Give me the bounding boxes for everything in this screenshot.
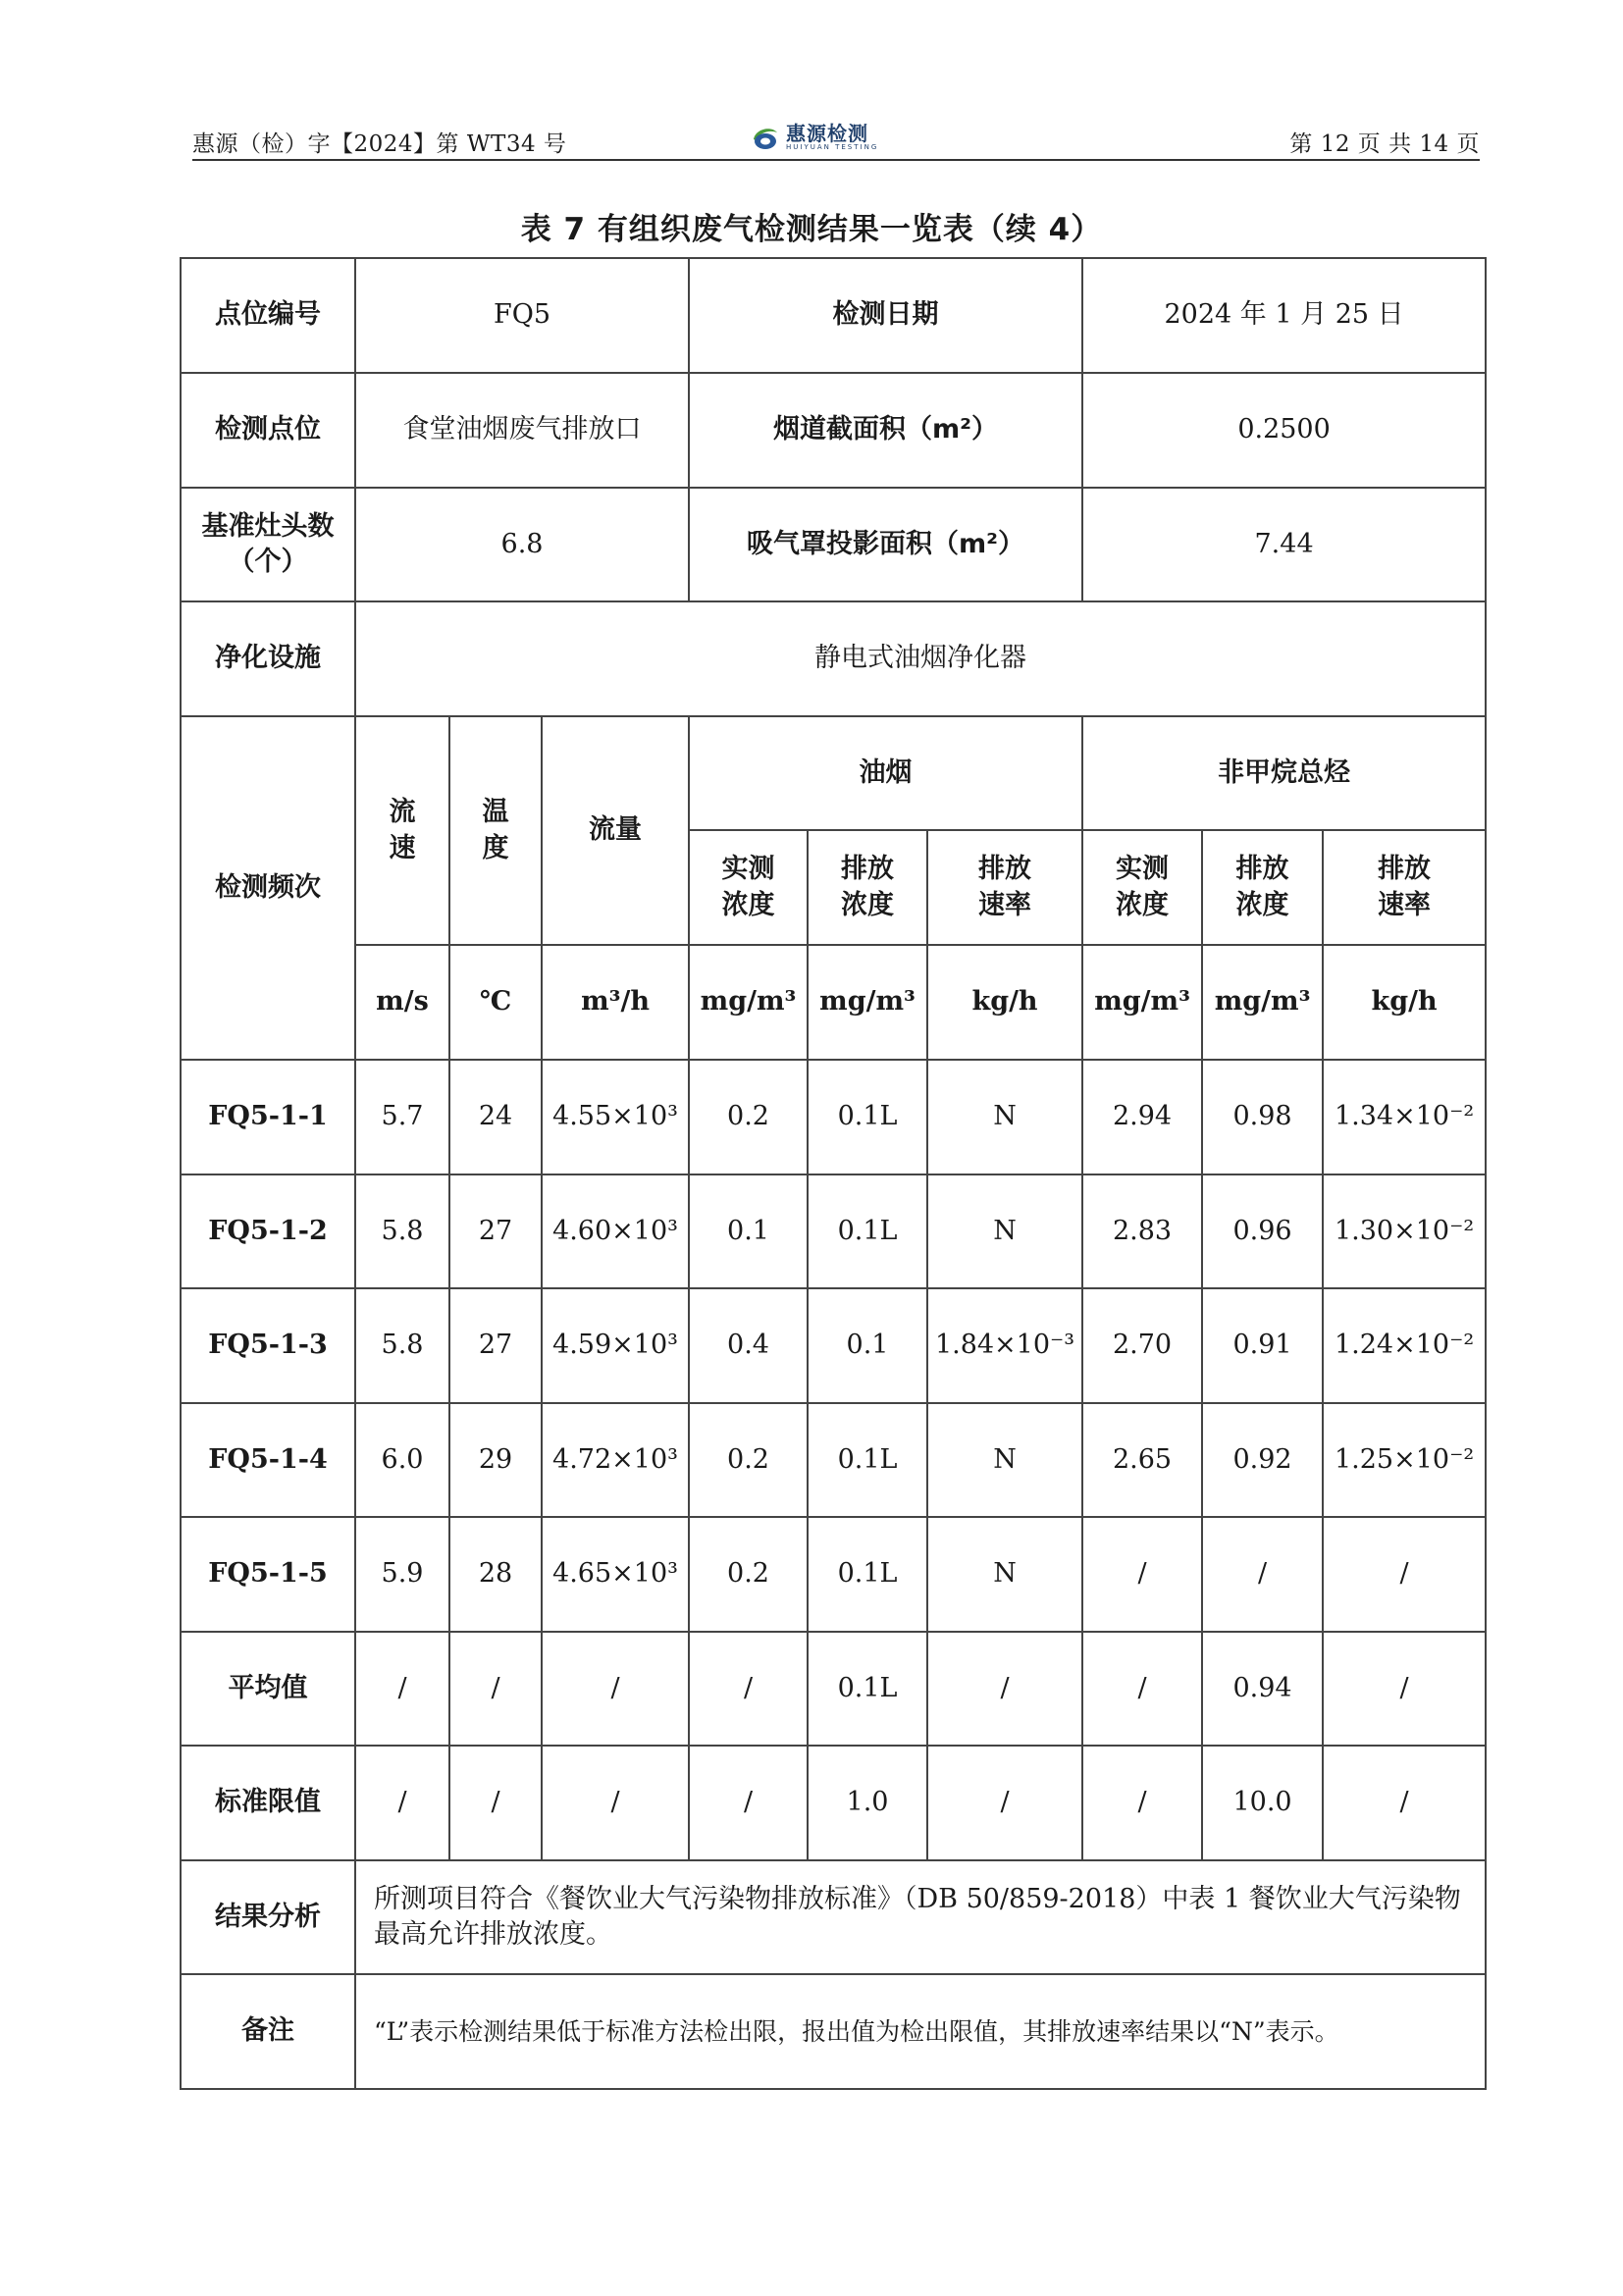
oil-measured-header: 实测浓度	[689, 830, 808, 945]
table-cell: 4.55×10³	[542, 1060, 689, 1174]
unit-cell: m/s	[355, 945, 449, 1060]
table-cell: 0.1L	[808, 1403, 927, 1517]
table-cell: 0.1	[808, 1288, 927, 1403]
table-cell: 4.59×10³	[542, 1288, 689, 1403]
table-row	[181, 1288, 1486, 1403]
table-cell: 6.0	[355, 1403, 449, 1517]
table-cell: 2.70	[1082, 1288, 1202, 1403]
info-row-4	[181, 601, 1486, 716]
table-cell: 0.96	[1202, 1174, 1323, 1288]
table-cell: /	[1202, 1517, 1323, 1632]
nmhc-emission-rate-header: 排放速率	[1323, 830, 1486, 945]
table-cell: 0.1L	[808, 1632, 927, 1746]
table-cell: 0.98	[1202, 1060, 1323, 1174]
table-cell: 27	[449, 1174, 542, 1288]
table-cell: N	[927, 1060, 1082, 1174]
unit-cell: m³/h	[542, 945, 689, 1060]
company-logo	[750, 124, 878, 151]
table-cell: 1.30×10⁻²	[1323, 1174, 1486, 1288]
table-cell: 0.2	[689, 1403, 808, 1517]
average-row	[181, 1632, 1486, 1746]
remark-text: “L”表示检测结果低于标准方法检出限，报出值为检出限值，其排放速率结果以“N”表示。	[355, 1974, 1486, 2089]
stove-value: 6.8	[355, 488, 689, 601]
flue-area-label: 烟道截面积（m²）	[689, 373, 1082, 488]
table-row	[181, 1174, 1486, 1288]
table-cell: /	[927, 1632, 1082, 1746]
limit-label: 标准限值	[181, 1746, 355, 1860]
table-cell: N	[927, 1174, 1082, 1288]
flue-area-value: 0.2500	[1082, 373, 1486, 488]
temp-header: 温度	[449, 716, 542, 945]
unit-cell: kg/h	[1323, 945, 1486, 1060]
oil-fume-group-header: 油烟	[689, 716, 1082, 830]
nmhc-measured-header: 实测浓度	[1082, 830, 1202, 945]
average-label: 平均值	[181, 1632, 355, 1746]
table-cell: 27	[449, 1288, 542, 1403]
table-cell: 0.94	[1202, 1632, 1323, 1746]
table-cell: /	[542, 1746, 689, 1860]
table-cell: 2.65	[1082, 1403, 1202, 1517]
row-id: FQ5-1-1	[181, 1060, 355, 1174]
table-cell: 0.1L	[808, 1060, 927, 1174]
unit-cell: mg/m³	[1082, 945, 1202, 1060]
unit-cell: mg/m³	[689, 945, 808, 1060]
purify-value: 静电式油烟净化器	[355, 601, 1486, 716]
info-row-3	[181, 488, 1486, 601]
limit-row	[181, 1746, 1486, 1860]
table-row	[181, 1403, 1486, 1517]
column-header-row-1	[181, 716, 1486, 830]
table-cell: /	[689, 1632, 808, 1746]
remark-row	[181, 1974, 1486, 2089]
table-cell: 0.91	[1202, 1288, 1323, 1403]
units-row	[181, 945, 1486, 1060]
table-cell: /	[542, 1632, 689, 1746]
table-cell: 1.84×10⁻³	[927, 1288, 1082, 1403]
analysis-row	[181, 1860, 1486, 1974]
point-no-value: FQ5	[355, 258, 689, 373]
table-cell: 0.2	[689, 1060, 808, 1174]
hood-label: 吸气罩投影面积（m²）	[689, 488, 1082, 601]
table-cell: /	[1323, 1517, 1486, 1632]
row-id: FQ5-1-5	[181, 1517, 355, 1632]
freq-header: 检测频次	[181, 716, 355, 1060]
table-cell: 4.60×10³	[542, 1174, 689, 1288]
table-cell: 0.92	[1202, 1403, 1323, 1517]
row-id: FQ5-1-4	[181, 1403, 355, 1517]
table-cell: 1.24×10⁻²	[1323, 1288, 1486, 1403]
results-table	[180, 257, 1487, 2090]
stove-label: 基准灶头数（个）	[181, 488, 355, 601]
table-cell: /	[449, 1746, 542, 1860]
velocity-header: 流速	[355, 716, 449, 945]
report-number: 惠源（检）字【2024】第 WT34 号	[192, 131, 567, 157]
logo-text: 惠源检测	[786, 122, 868, 145]
table-cell: /	[1323, 1632, 1486, 1746]
table-cell: 0.4	[689, 1288, 808, 1403]
page-header	[192, 122, 1480, 161]
location-value: 食堂油烟废气排放口	[355, 373, 689, 488]
table-cell: 2.94	[1082, 1060, 1202, 1174]
table-cell: N	[927, 1403, 1082, 1517]
table-cell: 5.9	[355, 1517, 449, 1632]
table-cell: N	[927, 1517, 1082, 1632]
table-cell: /	[355, 1746, 449, 1860]
table-cell: 4.65×10³	[542, 1517, 689, 1632]
table-cell: /	[355, 1632, 449, 1746]
remark-label: 备注	[181, 1974, 355, 2089]
table-cell: /	[927, 1746, 1082, 1860]
purify-label: 净化设施	[181, 601, 355, 716]
table-cell: 5.8	[355, 1288, 449, 1403]
table-cell: 28	[449, 1517, 542, 1632]
point-no-label: 点位编号	[181, 258, 355, 373]
table-cell: /	[1082, 1746, 1202, 1860]
unit-cell: ℃	[449, 945, 542, 1060]
table-cell: 0.1	[689, 1174, 808, 1288]
table-cell: 1.25×10⁻²	[1323, 1403, 1486, 1517]
analysis-text: 所测项目符合《餐饮业大气污染物排放标准》（DB 50/859-2018）中表 1 餐饮业大气污染物最高允许排放浓度。	[355, 1860, 1486, 1974]
date-value: 2024 年 1 月 25 日	[1082, 258, 1486, 373]
table-cell: 2.83	[1082, 1174, 1202, 1288]
oil-emission-conc-header: 排放浓度	[808, 830, 927, 945]
table-cell: 29	[449, 1403, 542, 1517]
row-id: FQ5-1-3	[181, 1288, 355, 1403]
table-cell: 1.0	[808, 1746, 927, 1860]
location-label: 检测点位	[181, 373, 355, 488]
flow-header: 流量	[542, 716, 689, 945]
table-cell: 24	[449, 1060, 542, 1174]
table-cell: 1.34×10⁻²	[1323, 1060, 1486, 1174]
nmhc-emission-conc-header: 排放浓度	[1202, 830, 1323, 945]
logo-icon	[750, 124, 781, 151]
unit-cell: mg/m³	[808, 945, 927, 1060]
table-cell: /	[449, 1632, 542, 1746]
page-number: 第 12 页 共 14 页	[1289, 131, 1480, 157]
table-cell: 0.1L	[808, 1174, 927, 1288]
table-cell: 10.0	[1202, 1746, 1323, 1860]
table-cell: /	[1323, 1746, 1486, 1860]
table-cell: 0.1L	[808, 1517, 927, 1632]
table-row	[181, 1517, 1486, 1632]
table-cell: /	[1082, 1517, 1202, 1632]
info-row-1	[181, 258, 1486, 373]
nmhc-group-header: 非甲烷总烃	[1082, 716, 1486, 830]
table-title: 表 7 有组织废气检测结果一览表（续 4）	[520, 212, 1103, 247]
oil-emission-rate-header: 排放速率	[927, 830, 1082, 945]
table-cell: /	[689, 1746, 808, 1860]
unit-cell: kg/h	[927, 945, 1082, 1060]
analysis-label: 结果分析	[181, 1860, 355, 1974]
unit-cell: mg/m³	[1202, 945, 1323, 1060]
row-id: FQ5-1-2	[181, 1174, 355, 1288]
table-row	[181, 1060, 1486, 1174]
table-cell: 5.7	[355, 1060, 449, 1174]
hood-value: 7.44	[1082, 488, 1486, 601]
table-cell: 4.72×10³	[542, 1403, 689, 1517]
info-row-2	[181, 373, 1486, 488]
table-cell: /	[1082, 1632, 1202, 1746]
logo-subtext: HUIYUAN TESTING	[786, 143, 879, 151]
table-cell: 0.2	[689, 1517, 808, 1632]
table-cell: 5.8	[355, 1174, 449, 1288]
date-label: 检测日期	[689, 258, 1082, 373]
